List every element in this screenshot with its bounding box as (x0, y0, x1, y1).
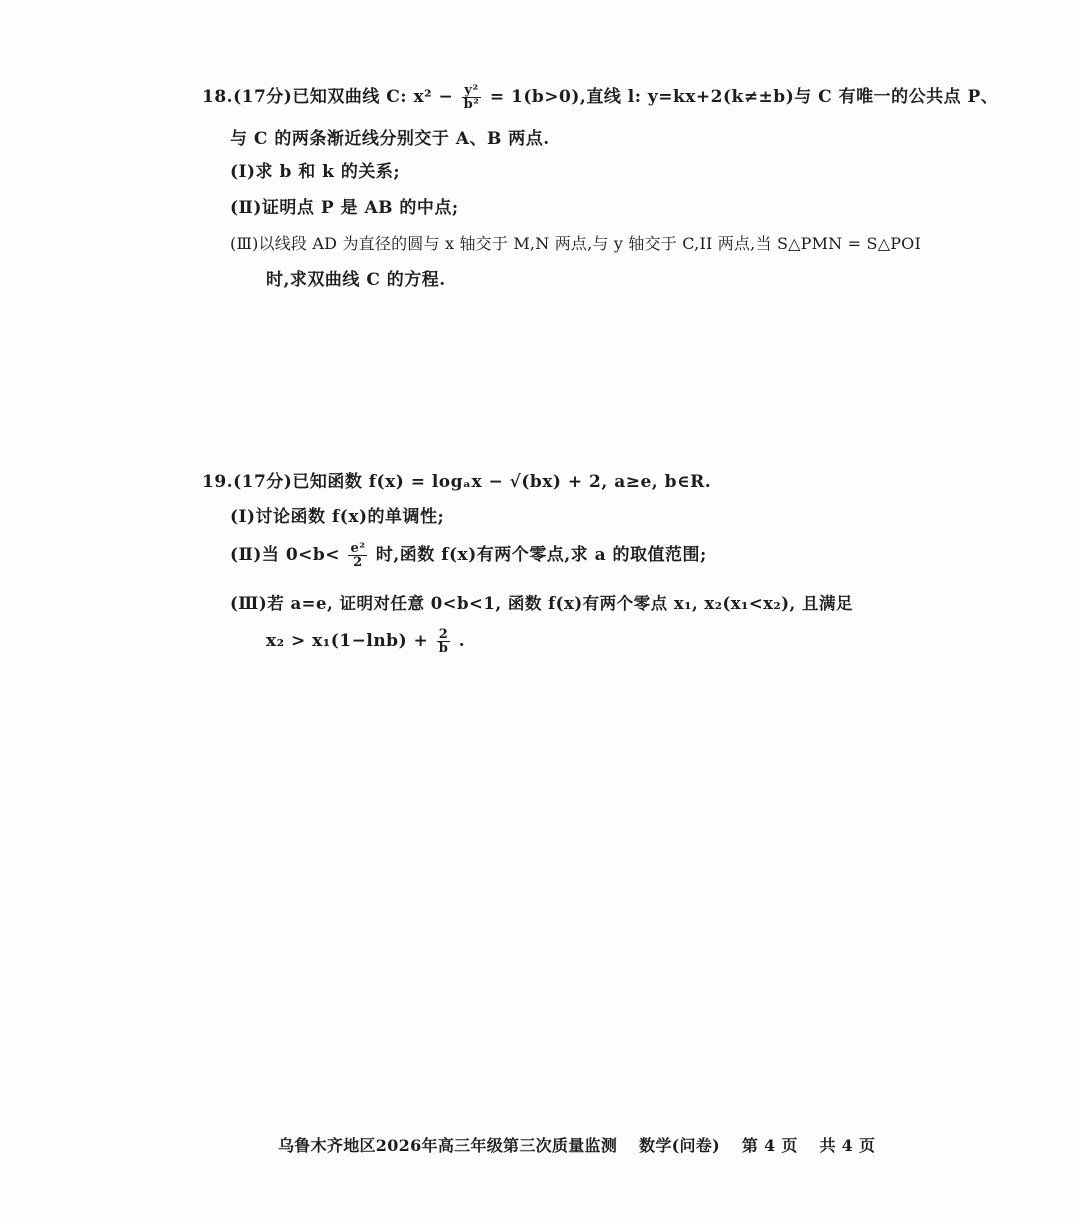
q19-part3-tail-b: . (458, 631, 466, 651)
q18-line2: 与 C 的两条渐近线分别交于 A、B 两点. (230, 129, 550, 149)
q19-part3-tail (266, 628, 465, 655)
q19-part3-frac-den: b (438, 641, 449, 656)
q19-part2-fraction (348, 542, 367, 569)
footer-subject: 数学(问卷) (639, 1136, 720, 1155)
q19-part2-frac-den: 2 (353, 555, 363, 570)
footer-exam-title: 乌鲁木齐地区2026年高三年级第三次质量监测 (278, 1136, 618, 1155)
q19-stem: 19.(17分)已知函数 f(x) = logₐx − √(bx) + 2, a≥e, b∈R. (202, 472, 712, 492)
footer-page-total: 共 4 页 (819, 1136, 876, 1155)
q19-part1: (Ⅰ)讨论函数 f(x)的单调性; (230, 507, 445, 527)
q19-part2-b: 时,函数 f(x)有两个零点,求 a 的取值范围; (375, 545, 707, 565)
q18-head-tail: = 1(b>0),直线 l: y=kx+2(k≠±b)与 C 有唯一的公共点 P、 (489, 87, 999, 107)
footer-page-number: 第 4 页 (741, 1136, 798, 1155)
q18-fraction (462, 84, 482, 111)
q18-part1: (Ⅰ)求 b 和 k 的关系; (230, 162, 401, 182)
page-footer (278, 1133, 891, 1156)
q18-part3: (Ⅲ)以线段 AD 为直径的圆与 x 轴交于 M,N 两点,与 y 轴交于 C,II 两点,当 S△PMN = S△POI (230, 234, 922, 253)
q19-part3-tail-a: x₂ > x₁(1−lnb) + (266, 631, 429, 651)
q19-part2-frac-num: e² (350, 541, 366, 556)
q19-part3: (Ⅲ)若 a=e, 证明对任意 0<b<1, 函数 f(x)有两个零点 x₁, x₂(x₁<x₂), 且满足 (230, 594, 854, 613)
q19-part2-a: (Ⅱ)当 0<b< (230, 545, 341, 565)
q18-part3-tail: 时,求双曲线 C 的方程. (266, 270, 446, 290)
q18-stem (202, 84, 998, 111)
q18-frac-num: y² (462, 84, 482, 98)
q19-part3-frac-num: 2 (437, 628, 451, 642)
q19-part3-fraction (437, 628, 451, 655)
q19-part2 (230, 542, 707, 569)
q18-part2: (Ⅱ)证明点 P 是 AB 的中点; (230, 198, 459, 218)
q18-frac-den: b² (463, 97, 480, 112)
q18-head: 18.(17分)已知双曲线 C: x² − (202, 87, 454, 107)
